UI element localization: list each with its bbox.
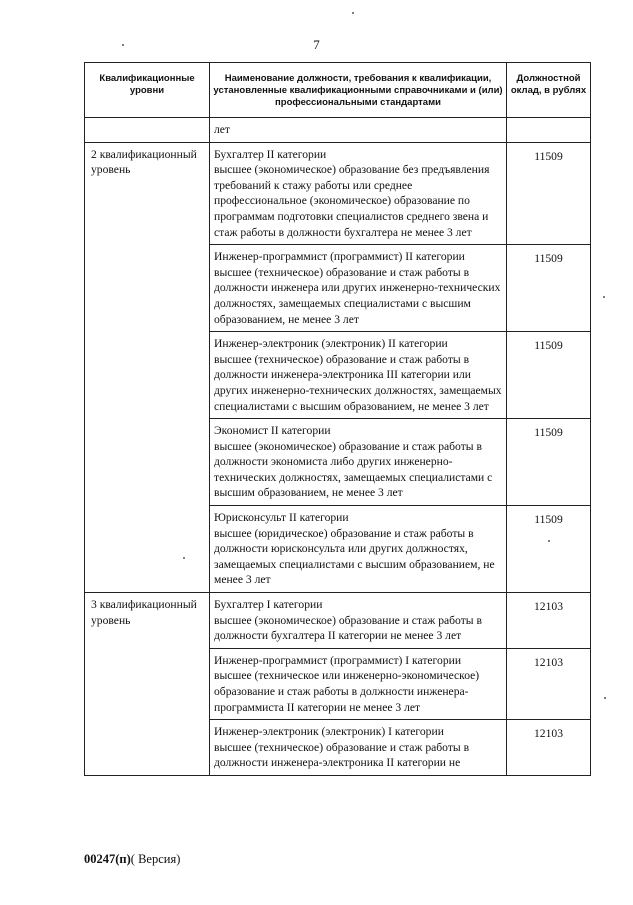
continuation-text: лет bbox=[210, 118, 507, 143]
scan-speck bbox=[352, 12, 354, 14]
position-description bbox=[210, 332, 507, 419]
continuation-salary-cell bbox=[507, 118, 591, 143]
position-requirements: высшее (экономическое) образование и стаж работы в должности экономиста либо других инженерно-технических должностях, замещаемых специалистами с высшим образованием, не менее 3 лет bbox=[214, 439, 493, 500]
position-description bbox=[210, 720, 507, 776]
position-title: Инженер-электроник (электроник) II категории bbox=[214, 337, 448, 351]
position-requirements: высшее (экономическое) образование и стаж работы в должности бухгалтера II категории не менее 3 лет bbox=[214, 613, 482, 643]
salary-value: 11509 bbox=[507, 245, 591, 332]
position-title: Бухгалтер I категории bbox=[214, 598, 323, 612]
continuation-row bbox=[85, 118, 591, 143]
position-title: Инженер-программист (программист) I категории bbox=[214, 653, 462, 667]
salary-value: 12103 bbox=[507, 720, 591, 776]
position-description bbox=[210, 419, 507, 506]
salary-value: 11509 bbox=[507, 332, 591, 419]
salary-value: 11509 bbox=[507, 506, 591, 593]
scan-speck bbox=[183, 557, 185, 559]
position-title: Экономист II категории bbox=[214, 424, 331, 438]
scan-speck bbox=[122, 44, 124, 46]
scan-speck bbox=[603, 296, 605, 298]
salary-value: 11509 bbox=[507, 419, 591, 506]
header-level: Квалификационные уровни bbox=[85, 63, 210, 118]
position-requirements: высшее (техническое или инженерно-экономическое) образование и стаж работы в должности инженера-программиста II категории не менее 3 лет bbox=[214, 669, 480, 714]
document-code bbox=[84, 852, 180, 867]
position-description bbox=[210, 506, 507, 593]
position-title: Бухгалтер II категории bbox=[214, 147, 327, 161]
position-title: Инженер-электроник (электроник) I категории bbox=[214, 725, 444, 739]
qualification-level: 2 квалификационный уровень bbox=[85, 142, 210, 592]
position-description bbox=[210, 648, 507, 719]
table-row bbox=[85, 142, 591, 245]
position-requirements: высшее (техническое) образование и стаж работы в должности инженера-электроника II категории не bbox=[214, 740, 470, 770]
header-description: Наименование должности, требования к квалификации, установленные квалификационными справочниками и (или) профессиональными стандартами bbox=[210, 63, 507, 118]
position-requirements: высшее (техническое) образование и стаж работы в должности инженера-электроника III категории или других инженерно-технических должностях, замещаемых специалистами с высшим образованием, не менее 3 лет bbox=[214, 352, 502, 413]
continuation-level-cell bbox=[85, 118, 210, 143]
position-requirements: высшее (юридическое) образование и стаж работы в должности юрисконсульта или других должностях, замещаемых специалистами с высшим образованием, не менее 3 лет bbox=[214, 526, 495, 587]
salary-value: 11509 bbox=[507, 142, 591, 245]
header-salary: Должностной оклад, в рублях bbox=[507, 63, 591, 118]
table-row bbox=[85, 593, 591, 649]
document-code-number: 00247(п) bbox=[84, 852, 131, 866]
position-description bbox=[210, 245, 507, 332]
qualification-level: 3 квалификационный уровень bbox=[85, 593, 210, 776]
position-requirements: высшее (техническое) образование и стаж работы в должности инженера или других инженерно-технических должностях, замещаемых специалистами с высшим образованием, не менее 3 лет bbox=[214, 265, 501, 326]
salary-value: 12103 bbox=[507, 593, 591, 649]
position-description bbox=[210, 593, 507, 649]
page-number: 7 bbox=[313, 37, 320, 52]
position-description bbox=[210, 142, 507, 245]
table-header-row bbox=[85, 63, 591, 118]
position-title: Инженер-программист (программист) II категории bbox=[214, 250, 465, 264]
position-title: Юрисконсульт II категории bbox=[214, 511, 349, 525]
scan-speck bbox=[604, 697, 606, 699]
salary-value: 12103 bbox=[507, 648, 591, 719]
salary-table bbox=[84, 62, 591, 776]
scan-speck bbox=[548, 540, 550, 542]
position-requirements: высшее (экономическое) образование без предъявления требований к стажу работы или среднее профессиональное (экономическое) образование по программам подготовки специалистов среднего звена и стаж работы в должности бухгалтера не менее 3 лет bbox=[214, 163, 490, 239]
document-code-suffix: ( Версия) bbox=[130, 852, 181, 866]
